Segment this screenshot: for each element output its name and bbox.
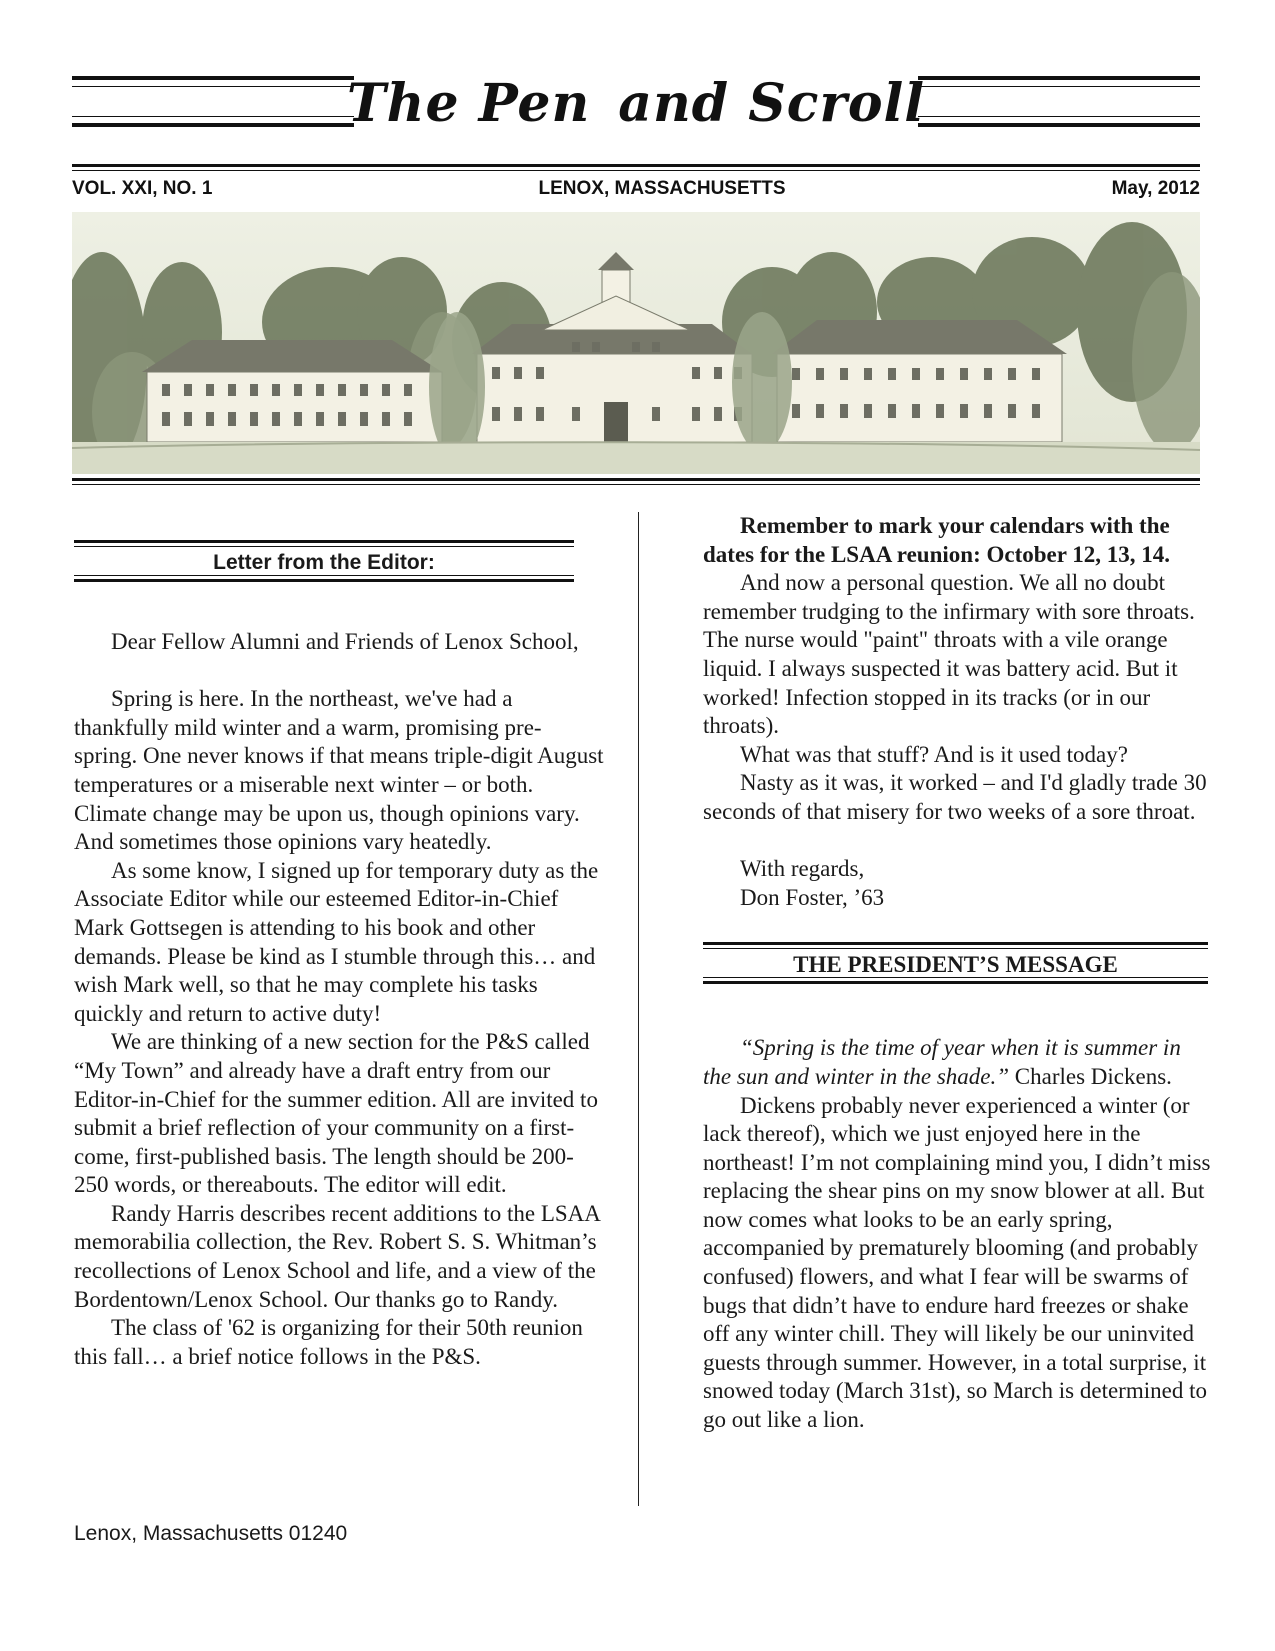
letter-paragraph-3: We are thinking of a new section for the P&S called “My Town” and already have a draft entry from our Editor-in-Chief for the summer edition. All are invited to submit a brief reflection of your community on a first-come, first-published basis. The length should be 200-250 words, or thereabouts. The editor will edit. xyxy=(74,1029,598,1198)
letter-paragraph-1: Spring is here. In the northeast, we've had a thankfully mild winter and a warm, promising pre-spring. One never knows if that means triple-digit August temperatures or a miserable next winter – or both. Climate change may be upon us, though opinions vary. And sometimes those opinions vary heatedly. xyxy=(74,686,604,855)
letter-paragraph-2: As some know, I signed up for temporary duty as the Associate Editor while our esteemed Editor-in-Chief Mark Gottsegen is attending to his book and other demands. Please be kind as I stumble through this… and wish Mark well, so that he may complete his tasks quickly and return to active duty! xyxy=(74,857,599,1026)
illustration-rule xyxy=(72,478,1200,481)
info-rule-top-thin xyxy=(72,170,1200,171)
masthead-rule-right xyxy=(918,76,1200,130)
letter-paragraph-8: Nasty as it was, it worked – and I'd gladly trade 30 seconds of that misery for two weeks of a sore throat. xyxy=(703,770,1207,824)
president-message-heading xyxy=(703,942,1208,984)
left-column xyxy=(74,540,604,1371)
letter-paragraph-5: The class of '62 is organizing for their 50th reunion this fall… a brief notice follows in the P&S. xyxy=(74,1315,583,1369)
quote-author: Charles Dickens. xyxy=(1014,1063,1172,1089)
illustration-rule-thin xyxy=(72,484,1200,485)
president-paragraph: Dickens probably never experienced a winter (or lack thereof), which we just enjoyed here in the northeast! I’m not complaining mind you, I didn’t miss replacing the shear pins on my snow blower at all. But now comes what looks to be an early spring, accompanied by prematurely blooming (and probably confused) flowers, and what I fear will be swarms of bugs that didn’t have to endure hard freezes or shake off any winter chill. They will likely be our uninvited guests through summer. However, in a total surprise, it snowed today (March 31st), so March is determined to go out like a lion. xyxy=(703,1092,1211,1433)
closing: With regards, xyxy=(740,856,865,882)
quote-text: “Spring is the time of year when it is summer in the sun and winter in the shade.” xyxy=(703,1035,1181,1089)
letter-paragraph-7: What was that stuff? And is it used today? xyxy=(740,741,1128,767)
title-right: and Scroll xyxy=(618,72,926,134)
location: LENOX, MASSACHUSETTS xyxy=(538,178,786,199)
dickens-quote xyxy=(703,1034,1213,1091)
column-divider xyxy=(638,512,639,1506)
school-buildings-illustration xyxy=(72,212,1200,474)
letter-paragraph-4: Randy Harris describes recent additions to the LSAA memorabilia collection, the Rev. Robert S. S. Whitman’s recollections of Lenox School and life, and a view of the Bordentown/Lenox School. Our thanks go to Randy. xyxy=(74,1200,600,1312)
masthead-rule-left xyxy=(72,76,354,130)
right-column xyxy=(703,512,1213,1435)
info-bar xyxy=(72,174,1200,204)
editor-letter-title: Letter from the Editor: xyxy=(213,551,435,574)
signature: Don Foster, ’63 xyxy=(740,884,885,910)
letter-paragraph-6: And now a personal question. We all no doubt remember trudging to the infirmary with sore throats. The nurse would "paint" throats with a vile orange liquid. I always suspected it was battery acid. But it worked! Infection stopped in its tracks (or in our throats). xyxy=(703,570,1195,739)
masthead xyxy=(72,72,1200,134)
salutation: Dear Fellow Alumni and Friends of Lenox School, xyxy=(111,629,579,654)
president-message-title: THE PRESIDENT’S MESSAGE xyxy=(793,952,1118,978)
title-left: The Pen xyxy=(346,72,591,134)
newspaper-title xyxy=(346,72,926,134)
footer-address: Lenox, Massachusetts 01240 xyxy=(74,1522,348,1545)
reunion-reminder: Remember to mark your calendars with the dates for the LSAA reunion: October 12, 13, 14. xyxy=(703,513,1171,567)
info-rule-top xyxy=(72,164,1200,167)
editor-letter-heading xyxy=(74,540,574,582)
volume-number: VOL. XXI, NO. 1 xyxy=(72,178,213,199)
issue-date: May, 2012 xyxy=(1111,178,1200,199)
